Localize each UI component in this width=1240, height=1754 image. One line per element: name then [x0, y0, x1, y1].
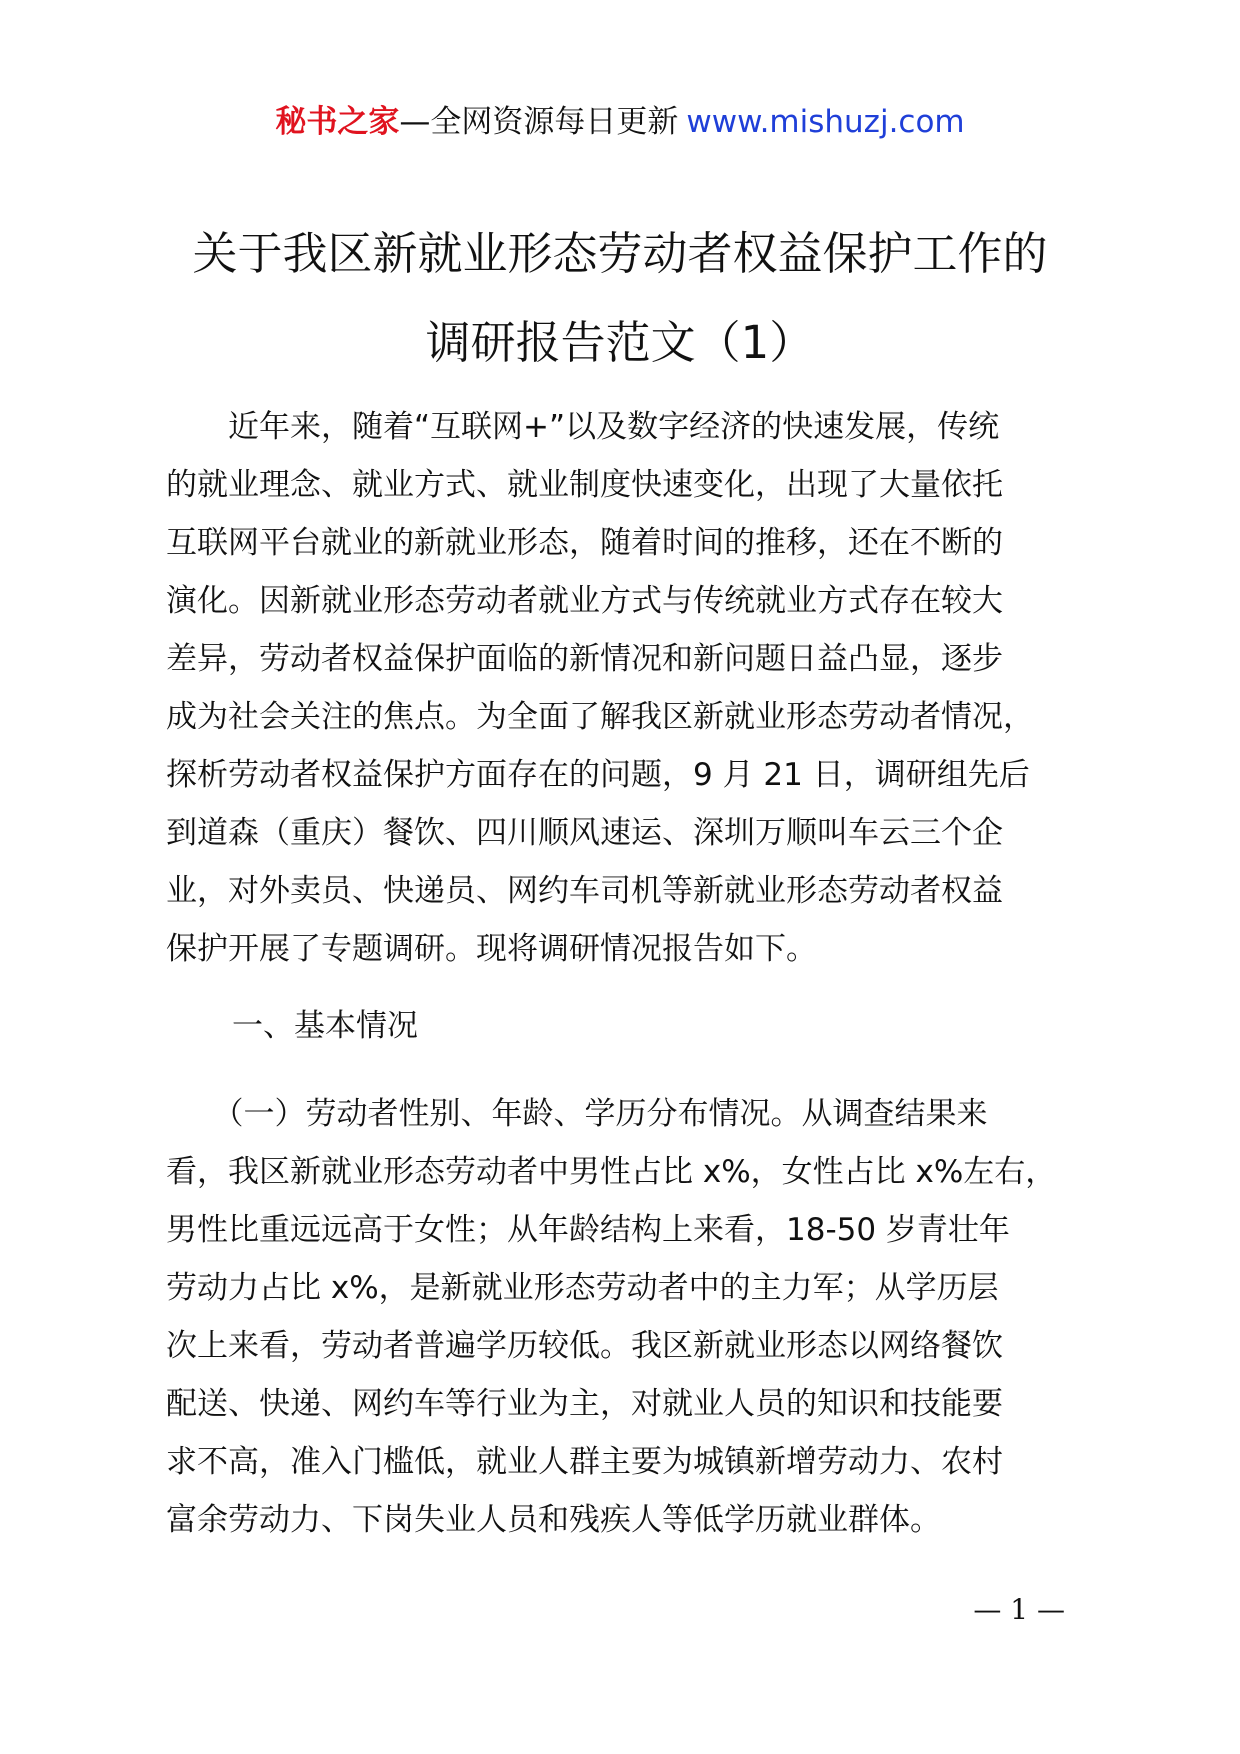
- document-title-line-2: 调研报告范文（1）: [425, 316, 815, 369]
- paragraph-line: 成为社会关注的焦点。为全面了解我区新就业形态劳动者情况，: [166, 699, 1034, 735]
- page-number: — 1 —: [973, 1593, 1065, 1626]
- site-tagline: —全网资源每日更新: [399, 104, 679, 140]
- site-url-link[interactable]: www.mishuzj.com: [686, 104, 965, 140]
- paragraph-line: 次上来看，劳动者普遍学历较低。我区新就业形态以网络餐饮: [166, 1328, 1003, 1364]
- paragraph-line: 男性比重远远高于女性；从年龄结构上来看，18-50 岁青壮年: [166, 1212, 1010, 1248]
- paragraph-line: 的就业理念、就业方式、就业制度快速变化，出现了大量依托: [166, 467, 1003, 503]
- section-heading: 一、基本情况: [232, 1008, 418, 1044]
- paragraph-line: 近年来，随着“互联网+”以及数字经济的快速发展，传统: [166, 409, 1000, 445]
- paragraph-line: 差异，劳动者权益保护面临的新情况和新问题日益凸显，逐步: [166, 641, 1003, 677]
- site-header: [0, 100, 1240, 144]
- paragraph-line: 看，我区新就业形态劳动者中男性占比 x%，女性占比 x%左右，: [166, 1154, 1057, 1190]
- paragraph-line: 到道森（重庆）餐饮、四川顺风速运、深圳万顺叫车云三个企: [166, 815, 1003, 851]
- paragraph-line: （一）劳动者性别、年龄、学历分布情况。从调查结果来: [166, 1096, 988, 1132]
- document-title-line-1: 关于我区新就业形态劳动者权益保护工作的: [192, 227, 1048, 280]
- site-brand: 秘书之家: [275, 104, 400, 140]
- paragraph-line: 保护开展了专题调研。现将调研情况报告如下。: [166, 931, 817, 967]
- paragraph-line: 求不高，准入门槛低，就业人群主要为城镇新增劳动力、农村: [166, 1444, 1003, 1480]
- paragraph-basic-situation: [166, 1085, 1100, 1549]
- paragraph-intro: [166, 398, 1100, 978]
- paragraph-line: 探析劳动者权益保护方面存在的问题，9 月 21 日，调研组先后: [166, 757, 1030, 793]
- paragraph-line: 富余劳动力、下岗失业人员和残疾人等低学历就业群体。: [166, 1502, 941, 1538]
- paragraph-line: 配送、快递、网约车等行业为主，对就业人员的知识和技能要: [166, 1386, 1003, 1422]
- paragraph-line: 业，对外卖员、快递员、网约车司机等新就业形态劳动者权益: [166, 873, 1003, 909]
- paragraph-line: 互联网平台就业的新就业形态，随着时间的推移，还在不断的: [166, 525, 1003, 561]
- paragraph-line: 演化。因新就业形态劳动者就业方式与传统就业方式存在较大: [166, 583, 1003, 619]
- paragraph-line: 劳动力占比 x%，是新就业形态劳动者中的主力军；从学历层: [166, 1270, 999, 1306]
